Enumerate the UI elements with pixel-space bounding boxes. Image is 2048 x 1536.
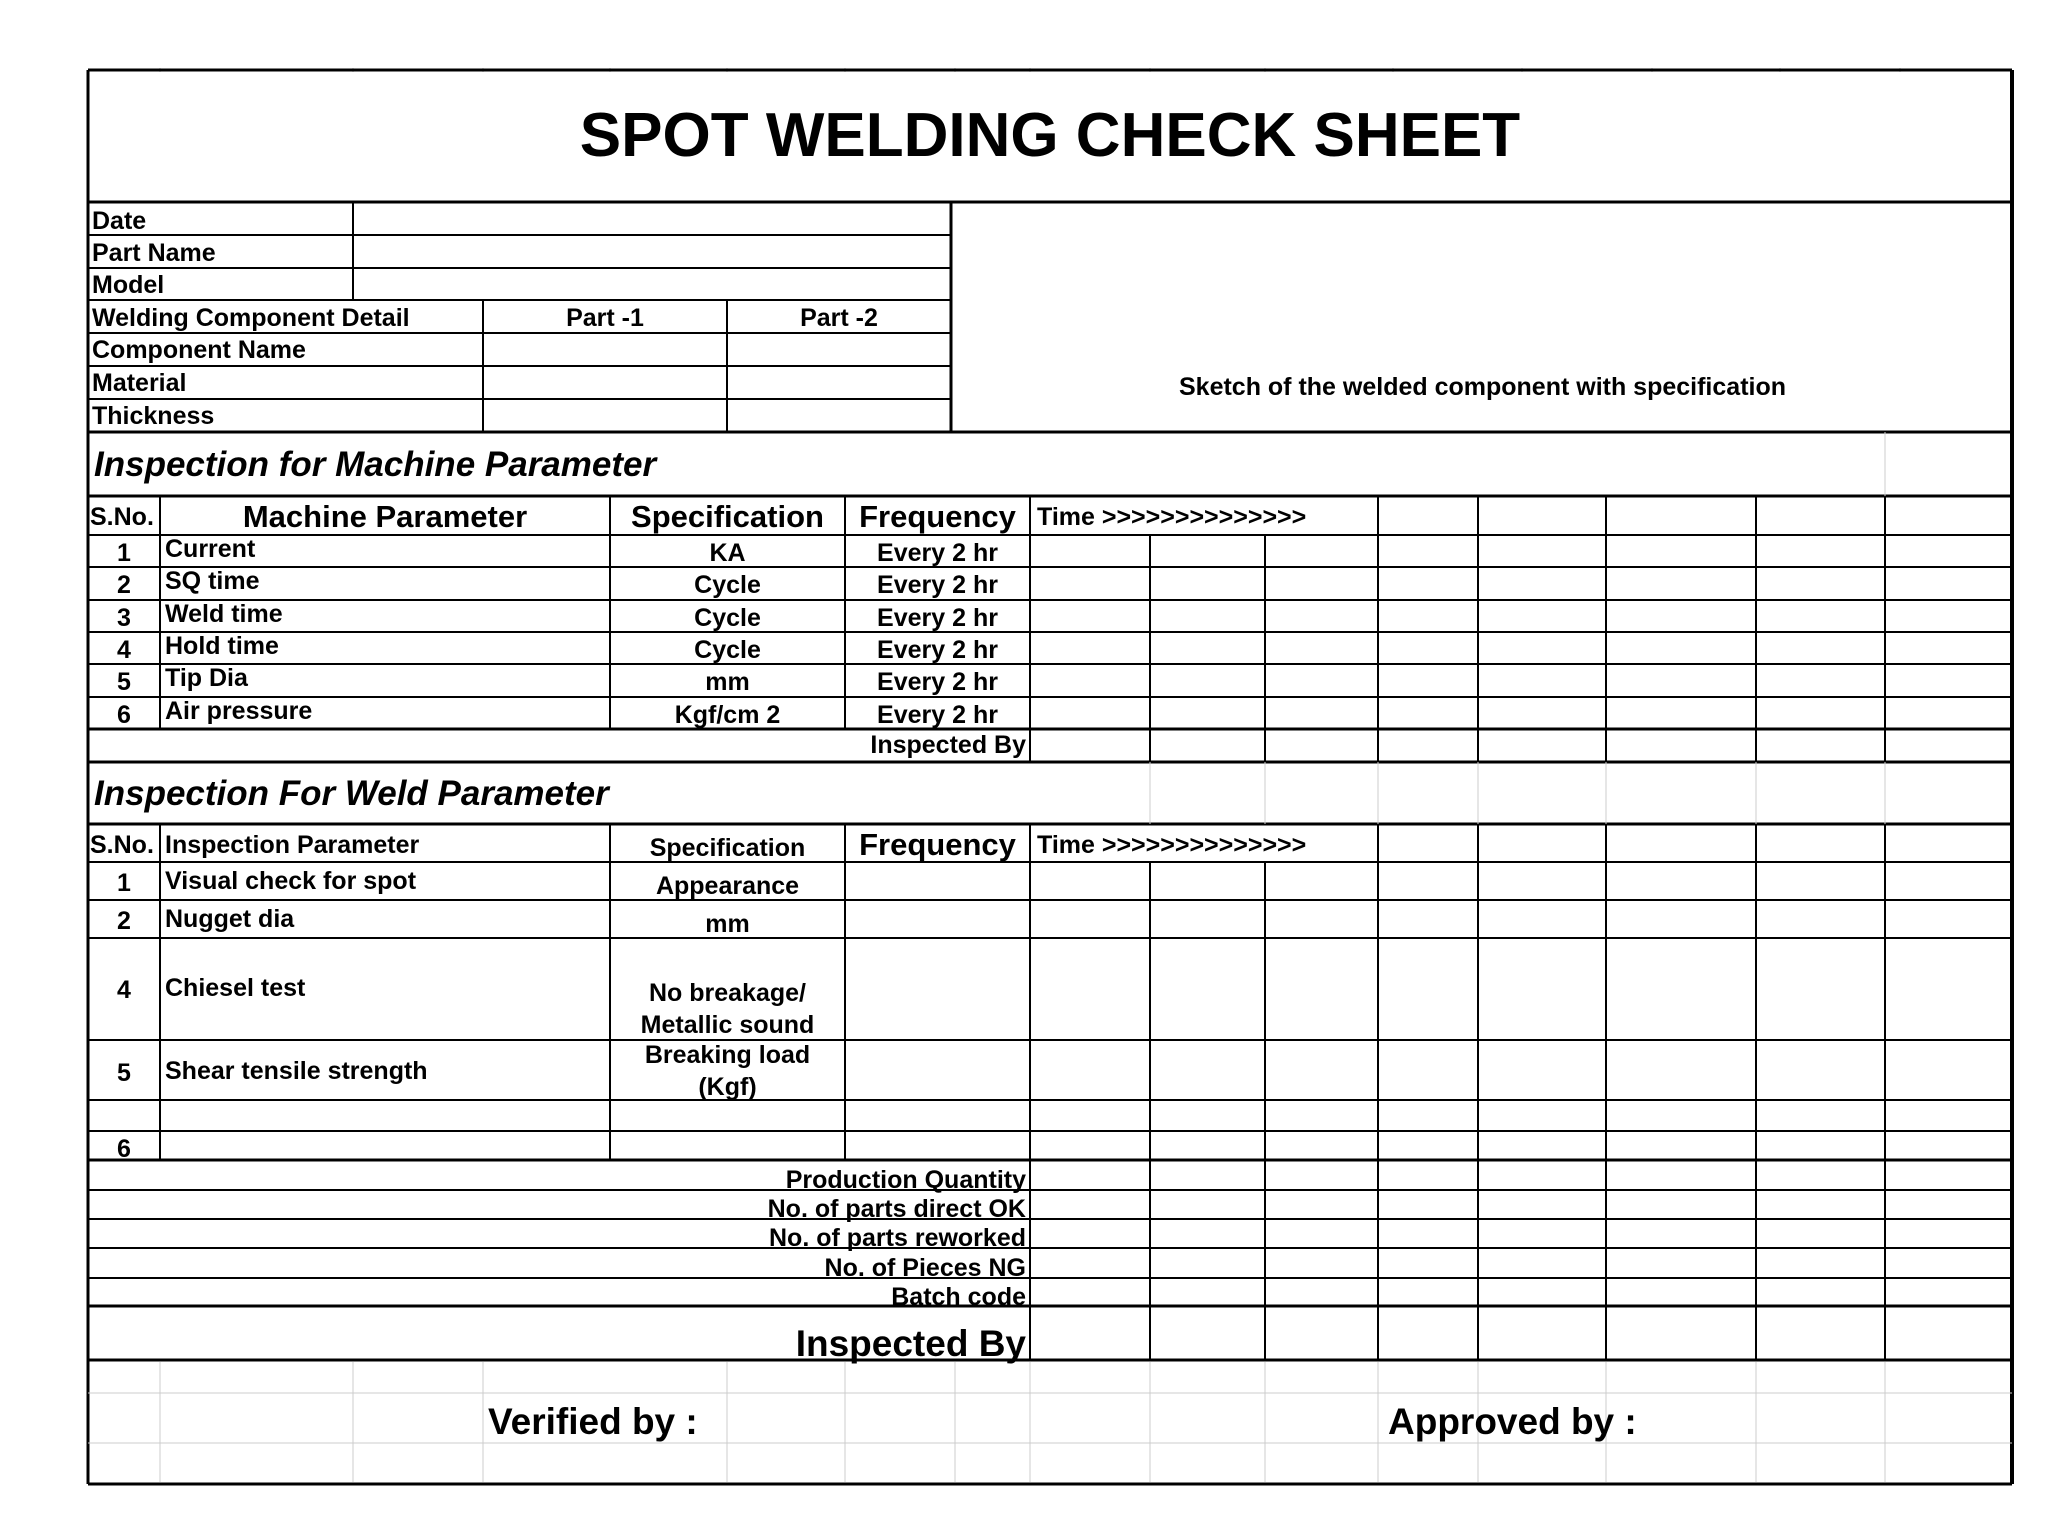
machine-row-specification: Cycle: [694, 636, 761, 664]
machine-row-sno: 1: [117, 539, 131, 567]
machine-row-frequency: Every 2 hr: [877, 701, 998, 729]
machine-row-specification: Cycle: [694, 604, 761, 632]
final-inspected-by-label: Inspected By: [795, 1323, 1026, 1364]
date-label: Date: [92, 207, 147, 235]
part-name-label: Part Name: [92, 239, 216, 267]
machine-row-specification: mm: [705, 668, 750, 696]
machine-row-parameter: Current: [165, 535, 256, 563]
part-1-header: Part -1: [566, 304, 644, 332]
weld-row-specification: Breaking load: [644, 1041, 811, 1069]
machine-row-specification: KA: [709, 539, 746, 567]
machine-row-frequency: Every 2 hr: [877, 571, 998, 599]
weld-col-frequency: Frequency: [859, 827, 1016, 862]
machine-row-specification: Kgf/cm 2: [674, 701, 781, 729]
machine-row-frequency: Every 2 hr: [877, 636, 998, 664]
machine-row-frequency: Every 2 hr: [877, 668, 998, 696]
machine-row-parameter: Tip Dia: [165, 664, 248, 692]
sheet-title: SPOT WELDING CHECK SHEET: [579, 101, 1521, 170]
machine-row-sno: 3: [117, 604, 131, 632]
parts-direct-ok-label: No. of parts direct OK: [767, 1195, 1026, 1223]
weld-col-sno: S.No.: [90, 831, 154, 859]
weld-col-specification: Specification: [649, 834, 806, 862]
machine-row-sno: 4: [117, 636, 131, 664]
weld-row-sno: 4: [117, 976, 131, 1004]
parts-reworked-label: No. of parts reworked: [769, 1224, 1026, 1252]
batch-code-label: Batch code: [891, 1283, 1026, 1311]
machine-row-specification: Cycle: [694, 571, 761, 599]
verified-by-label: Verified by :: [488, 1401, 698, 1442]
weld-row-sno: 5: [117, 1059, 131, 1087]
sketch-note: Sketch of the welded component with specification: [1178, 373, 1787, 401]
machine-row-parameter: Air pressure: [165, 697, 313, 725]
weld-row-specification: No breakage/: [648, 979, 806, 1007]
machine-row-sno: 5: [117, 668, 131, 696]
machine-col-parameter: Machine Parameter: [242, 499, 528, 534]
weld-row-sno: 6: [117, 1135, 131, 1163]
production-quantity-label: Production Quantity: [785, 1166, 1026, 1194]
component-name-label: Component Name: [92, 336, 306, 364]
part-2-header: Part -2: [800, 304, 878, 332]
weld-row-parameter: Visual check for spot: [165, 867, 417, 895]
weld-row-parameter: Chiesel test: [165, 974, 306, 1002]
weld-row-sno: 1: [117, 869, 131, 897]
machine-row-parameter: Hold time: [165, 632, 279, 660]
weld-row-specification: Appearance: [655, 872, 800, 900]
machine-section-title: Inspection for Machine Parameter: [94, 445, 657, 484]
weld-section-title: Inspection For Weld Parameter: [94, 774, 609, 813]
model-label: Model: [92, 271, 165, 299]
machine-row-parameter: Weld time: [165, 600, 283, 628]
weld-col-parameter: Inspection Parameter: [165, 831, 420, 859]
weld-row-specification: (Kgf): [698, 1073, 757, 1101]
weld-row-parameter: Shear tensile strength: [165, 1057, 428, 1085]
weld-col-time: Time >>>>>>>>>>>>>>: [1037, 831, 1307, 859]
material-label: Material: [92, 369, 187, 397]
machine-row-frequency: Every 2 hr: [877, 539, 998, 567]
machine-row-frequency: Every 2 hr: [877, 604, 998, 632]
machine-col-specification: Specification: [631, 499, 824, 534]
pieces-ng-label: No. of Pieces NG: [824, 1254, 1026, 1282]
machine-row-sno: 2: [117, 571, 131, 599]
weld-row-specification: Metallic sound: [640, 1011, 815, 1039]
machine-row-parameter: SQ time: [165, 567, 260, 595]
weld-row-specification: mm: [705, 910, 750, 938]
approved-by-label: Approved by :: [1388, 1401, 1637, 1442]
thickness-label: Thickness: [92, 402, 215, 430]
machine-inspected-by-label: Inspected By: [870, 731, 1026, 759]
weld-row-sno: 2: [117, 907, 131, 935]
welding-component-detail-label: Welding Component Detail: [92, 304, 410, 332]
machine-col-sno: S.No.: [90, 503, 154, 531]
machine-col-time: Time >>>>>>>>>>>>>>: [1037, 503, 1307, 531]
machine-row-sno: 6: [117, 701, 131, 729]
machine-col-frequency: Frequency: [859, 499, 1016, 534]
weld-row-parameter: Nugget dia: [165, 905, 295, 933]
